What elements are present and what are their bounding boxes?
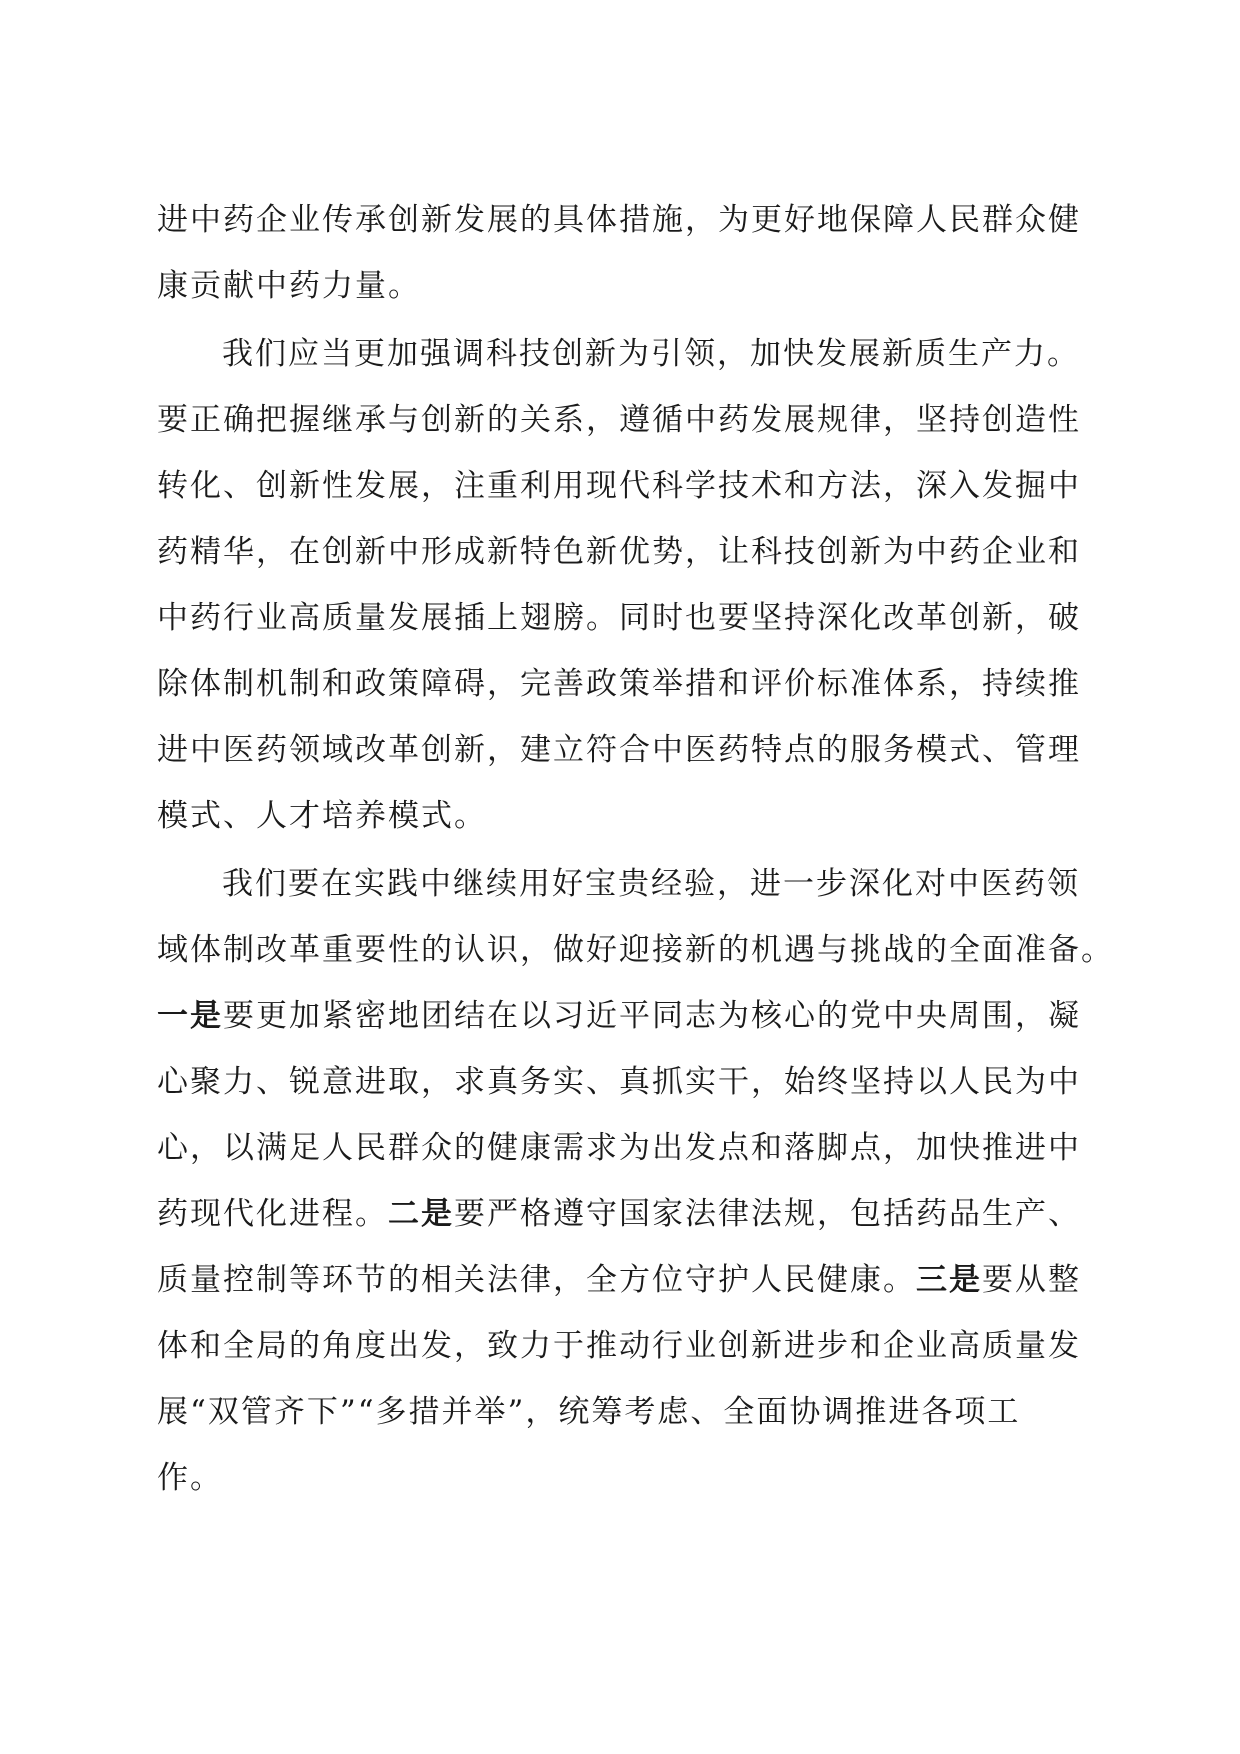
paragraph-line: 进中药企业传承创新发展的具体措施，为更好地保障人民群众健 <box>157 202 1081 238</box>
paragraph-line: 心，以满足人民群众的健康需求为出发点和落脚点，加快推进中 <box>157 1130 1081 1166</box>
paragraph-1 <box>157 187 1081 319</box>
paragraph-line: 模式、人才培养模式。 <box>157 798 487 834</box>
paragraph-line: 除体制机制和政策障碍，完善政策举措和评价标准体系，持续推 <box>157 666 1081 702</box>
line-text: 要更加紧密地团结在以习近平同志为核心的党中央周围，凝 <box>223 998 1081 1034</box>
paragraph-line: 中药行业高质量发展插上翅膀。同时也要坚持深化改革创新，破 <box>157 600 1081 636</box>
paragraph-line: 我们应当更加强调科技创新为引领，加快发展新质生产力。 <box>222 336 1080 372</box>
line-text: 要严格遵守国家法律法规，包括药品生产、 <box>454 1196 1081 1232</box>
paragraph-3 <box>157 851 1114 1511</box>
line-text: 要从整 <box>982 1262 1081 1298</box>
paragraph-line: 域体制改革重要性的认识，做好迎接新的机遇与挑战的全面准备。 <box>157 932 1114 968</box>
paragraph-line: 作。 <box>157 1460 223 1496</box>
paragraph-line <box>157 1181 1081 1247</box>
paragraph-line: 展“双管齐下”“多措并举”，统筹考虑、全面协调推进各项工 <box>157 1394 1021 1430</box>
bold-marker: 一是 <box>157 998 223 1034</box>
paragraph-line <box>157 983 1081 1049</box>
paragraph-line: 康贡献中药力量。 <box>157 268 421 304</box>
paragraph-line: 转化、创新性发展，注重利用现代科学技术和方法，深入发掘中 <box>157 468 1081 504</box>
paragraph-line: 体和全局的角度出发，致力于推动行业创新进步和企业高质量发 <box>157 1328 1081 1364</box>
paragraph-line: 药精华，在创新中形成新特色新优势，让科技创新为中药企业和 <box>157 534 1081 570</box>
line-text: 质量控制等环节的相关法律，全方位守护人民健康。 <box>157 1262 916 1298</box>
paragraph-line: 要正确把握继承与创新的关系，遵循中药发展规律，坚持创造性 <box>157 402 1081 438</box>
bold-marker: 二是 <box>388 1196 454 1232</box>
line-text: 药现代化进程。 <box>157 1196 388 1232</box>
paragraph-line: 我们要在实践中继续用好宝贵经验，进一步深化对中医药领 <box>222 866 1080 902</box>
paragraph-line: 进中医药领域改革创新，建立符合中医药特点的服务模式、管理 <box>157 732 1081 768</box>
paragraph-line: 心聚力、锐意进取，求真务实、真抓实干，始终坚持以人民为中 <box>157 1064 1081 1100</box>
bold-marker: 三是 <box>916 1262 982 1298</box>
paragraph-line <box>157 1247 1081 1313</box>
document-body <box>157 187 1114 1511</box>
paragraph-2 <box>157 321 1081 849</box>
